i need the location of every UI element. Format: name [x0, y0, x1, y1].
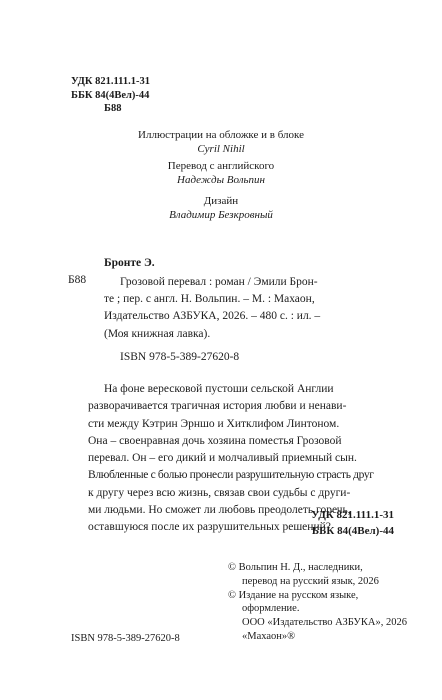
isbn-record: ISBN 978-5-389-27620-8	[120, 351, 240, 363]
biblio-line: Издательство АЗБУКА, 2026. – 480 с. : ил. –	[104, 310, 321, 323]
credit-name: Надежды Вольпин	[177, 173, 265, 186]
annotation-line: к другу через всю жизнь, связав свои судьбы с други-	[88, 486, 351, 499]
annotation-line: сти между Кэтрин Эрншо и Хитклифом Линтоном.	[88, 417, 340, 430]
annotation-line: Влюбленные с болью пронесли разрушительную страсть друг	[88, 469, 374, 482]
credit-illustrations	[0, 129, 442, 156]
annotation-line: Она – своенравная дочь хозяина поместья Грозовой	[88, 434, 342, 447]
credit-role: Дизайн	[203, 195, 239, 207]
bbk-code: ББК 84(4Вел)-44	[71, 90, 150, 101]
bibliographic-description	[104, 274, 396, 343]
annotation-line: оставшуюся после их разрушительных решений?	[88, 521, 331, 534]
annotation-line: На фоне вересковой пустоши сельской Англии	[104, 383, 334, 395]
biblio-line: (Моя книжная лавка).	[104, 327, 211, 340]
credit-name: Cyril Nihil	[197, 142, 245, 155]
udk-bbk-bottom	[250, 508, 394, 539]
annotation-line: перевал. Он – его дикий и молчаливый приемный сын.	[88, 452, 357, 465]
copyright-line: «Махаон»®	[242, 630, 296, 642]
author-heading: Бронте Э.	[104, 257, 155, 269]
udk-code: УДК 821.111.1-31	[311, 509, 394, 521]
credit-role: Перевод с английского	[167, 160, 275, 172]
udk-bbk-top	[71, 75, 150, 103]
credit-translation	[0, 160, 442, 187]
annotation-line: ми людьми. Но сможет ли любовь преодолеть горечь,	[88, 504, 351, 517]
credit-name: Владимир Безкровный	[169, 208, 273, 221]
copyright-line: перевод на русский язык, 2026	[242, 575, 379, 587]
udk-code: УДК 821.111.1-31	[71, 76, 150, 87]
copyright-block	[228, 561, 407, 644]
credit-role: Иллюстрации на обложке и в блоке	[138, 129, 304, 141]
bbk-code: ББК 84(4Вел)-44	[311, 524, 394, 537]
annotation-line: разворачивается трагичная история любви и ненави-	[88, 400, 347, 413]
author-sign-record: Б88	[68, 274, 87, 286]
biblio-line: Грозовой перевал : роман / Эмили Брон-	[120, 276, 318, 288]
author-sign-top: Б88	[104, 103, 122, 114]
copyright-line: ООО «Издательство АЗБУКА», 2026	[242, 617, 407, 629]
biblio-line: те ; пер. с англ. Н. Вольпин. – М. : Махаон,	[104, 293, 315, 306]
copyright-line: оформление.	[242, 603, 300, 615]
copyright-line: © Издание на русском языке,	[228, 589, 359, 601]
copyright-line: © Вольпин Н. Д., наследники,	[228, 562, 363, 573]
isbn-footer: ISBN 978-5-389-27620-8	[71, 633, 180, 644]
credit-design	[0, 195, 442, 222]
